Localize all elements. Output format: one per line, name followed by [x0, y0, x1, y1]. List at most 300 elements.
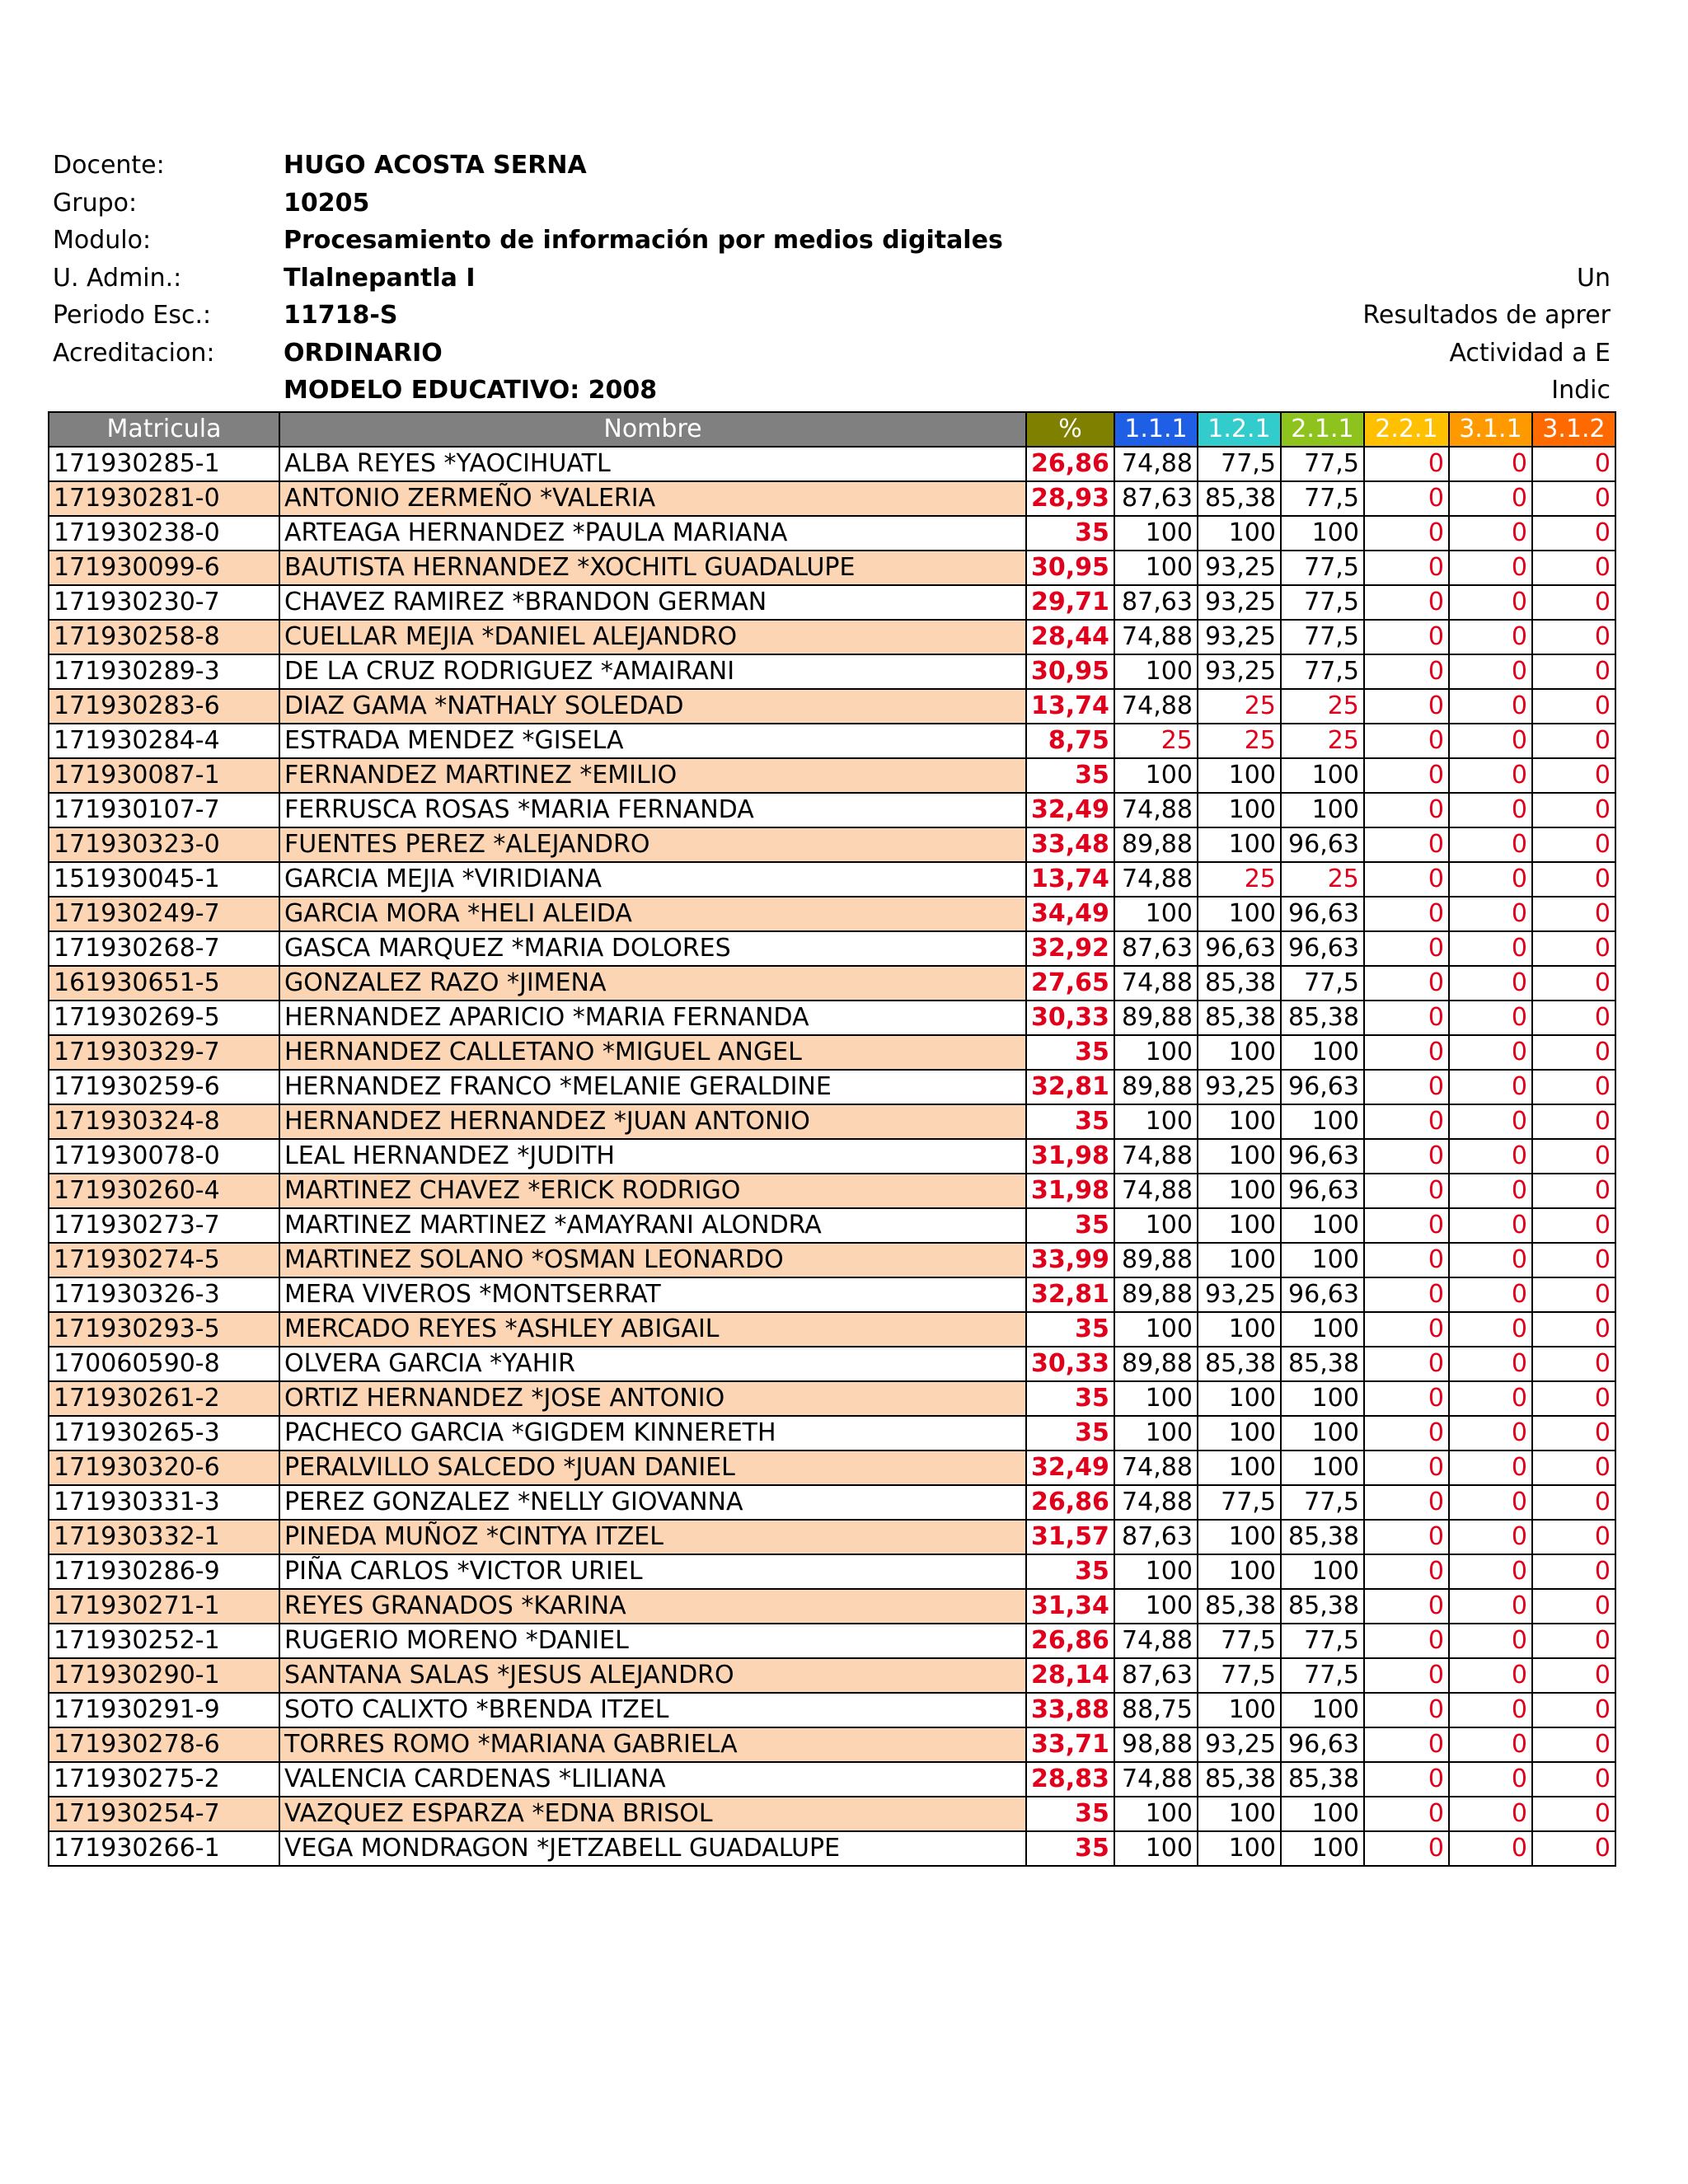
percent-cell: 29,71 — [1026, 585, 1114, 620]
grade-3-1-2-cell: 0 — [1532, 654, 1615, 689]
grade-2-2-1-cell: 0 — [1364, 1762, 1449, 1797]
grade-3-1-1-cell: 0 — [1449, 1520, 1532, 1554]
grade-3-1-2-cell: 0 — [1532, 1243, 1615, 1277]
nombre-cell: HERNANDEZ CALLETANO *MIGUEL ANGEL — [279, 1035, 1026, 1070]
grade-3-1-2-cell: 0 — [1532, 897, 1615, 931]
grade-1-2-1-cell: 100 — [1198, 1416, 1281, 1451]
periodo-value: 11718-S — [284, 301, 398, 330]
grade-2-2-1-cell: 0 — [1364, 931, 1449, 966]
grade-1-1-1-cell: 74,88 — [1114, 862, 1198, 897]
nombre-cell: FUENTES PEREZ *ALEJANDRO — [279, 827, 1026, 862]
matricula-cell: 171930087-1 — [49, 758, 279, 793]
table-row — [49, 1693, 1615, 1727]
percent-cell: 30,33 — [1026, 1001, 1114, 1035]
grade-2-1-1-cell: 77,5 — [1281, 966, 1364, 1001]
grade-3-1-1-cell: 0 — [1449, 1658, 1532, 1693]
table-row — [49, 1727, 1615, 1762]
grade-1-2-1-cell: 93,25 — [1198, 1070, 1281, 1104]
nombre-cell: CHAVEZ RAMIREZ *BRANDON GERMAN — [279, 585, 1026, 620]
grade-2-1-1-cell: 96,63 — [1281, 897, 1364, 931]
grade-2-1-1-cell: 77,5 — [1281, 1658, 1364, 1693]
grade-2-1-1-cell: 77,5 — [1281, 447, 1364, 481]
right-text-3: Actividad a E — [1449, 338, 1611, 368]
col-nombre-header: Nombre — [279, 412, 1026, 447]
matricula-cell: 161930651-5 — [49, 966, 279, 1001]
acreditacion-value: ORDINARIO — [284, 338, 443, 368]
table-row — [49, 1070, 1615, 1104]
grade-1-2-1-cell: 100 — [1198, 1243, 1281, 1277]
grade-1-2-1-cell: 100 — [1198, 1035, 1281, 1070]
table-row — [49, 1312, 1615, 1347]
grade-3-1-1-cell: 0 — [1449, 1554, 1532, 1589]
grade-3-1-1-cell: 0 — [1449, 827, 1532, 862]
grade-3-1-1-cell: 0 — [1449, 447, 1532, 481]
matricula-cell: 151930045-1 — [49, 862, 279, 897]
grade-1-1-1-cell: 100 — [1114, 551, 1198, 585]
col-1-1-1-header: 1.1.1 — [1114, 412, 1198, 447]
percent-cell: 31,34 — [1026, 1589, 1114, 1624]
percent-cell: 35 — [1026, 516, 1114, 551]
nombre-cell: GARCIA MORA *HELI ALEIDA — [279, 897, 1026, 931]
grade-3-1-2-cell: 0 — [1532, 827, 1615, 862]
matricula-cell: 171930258-8 — [49, 620, 279, 654]
percent-cell: 34,49 — [1026, 897, 1114, 931]
percent-cell: 35 — [1026, 1312, 1114, 1347]
grade-2-2-1-cell: 0 — [1364, 1485, 1449, 1520]
grade-3-1-2-cell: 0 — [1532, 1624, 1615, 1658]
grade-2-1-1-cell: 77,5 — [1281, 1485, 1364, 1520]
grade-1-1-1-cell: 87,63 — [1114, 1520, 1198, 1554]
grade-2-2-1-cell: 0 — [1364, 724, 1449, 758]
grade-2-1-1-cell: 100 — [1281, 1381, 1364, 1416]
grade-3-1-2-cell: 0 — [1532, 1347, 1615, 1381]
grade-3-1-1-cell: 0 — [1449, 1624, 1532, 1658]
percent-cell: 13,74 — [1026, 689, 1114, 724]
grade-2-1-1-cell: 96,63 — [1281, 1277, 1364, 1312]
grade-1-1-1-cell: 89,88 — [1114, 827, 1198, 862]
table-row — [49, 1001, 1615, 1035]
grade-3-1-2-cell: 0 — [1532, 1693, 1615, 1727]
table-row — [49, 1485, 1615, 1520]
table-row — [49, 447, 1615, 481]
col-matricula-header: Matricula — [49, 412, 279, 447]
grade-2-2-1-cell: 0 — [1364, 1658, 1449, 1693]
table-row — [49, 931, 1615, 966]
grade-1-2-1-cell: 85,38 — [1198, 966, 1281, 1001]
periodo-label: Periodo Esc.: — [53, 301, 212, 330]
col-2-1-1-header: 2.1.1 — [1281, 412, 1364, 447]
grade-3-1-1-cell: 0 — [1449, 1693, 1532, 1727]
matricula-cell: 171930266-1 — [49, 1831, 279, 1866]
grade-2-1-1-cell: 96,63 — [1281, 1070, 1364, 1104]
grade-1-2-1-cell: 100 — [1198, 1797, 1281, 1831]
grade-3-1-2-cell: 0 — [1532, 1797, 1615, 1831]
grade-1-1-1-cell: 74,88 — [1114, 1139, 1198, 1174]
grade-3-1-2-cell: 0 — [1532, 1485, 1615, 1520]
grade-1-1-1-cell: 87,63 — [1114, 931, 1198, 966]
grade-1-2-1-cell: 100 — [1198, 1104, 1281, 1139]
percent-cell: 35 — [1026, 1831, 1114, 1866]
grade-2-2-1-cell: 0 — [1364, 1693, 1449, 1727]
docente-row — [53, 147, 1611, 185]
grade-2-1-1-cell: 100 — [1281, 1831, 1364, 1866]
table-row — [49, 1624, 1615, 1658]
grade-3-1-2-cell: 0 — [1532, 1451, 1615, 1485]
nombre-cell: PINEDA MUÑOZ *CINTYA ITZEL — [279, 1520, 1026, 1554]
grade-2-1-1-cell: 100 — [1281, 1208, 1364, 1243]
grade-2-2-1-cell: 0 — [1364, 1070, 1449, 1104]
grade-3-1-1-cell: 0 — [1449, 793, 1532, 827]
nombre-cell: PERALVILLO SALCEDO *JUAN DANIEL — [279, 1451, 1026, 1485]
grade-2-2-1-cell: 0 — [1364, 447, 1449, 481]
grade-2-2-1-cell: 0 — [1364, 1347, 1449, 1381]
grade-2-1-1-cell: 25 — [1281, 689, 1364, 724]
grade-3-1-2-cell: 0 — [1532, 1416, 1615, 1451]
grade-3-1-1-cell: 0 — [1449, 897, 1532, 931]
nombre-cell: ORTIZ HERNANDEZ *JOSE ANTONIO — [279, 1381, 1026, 1416]
grade-2-2-1-cell: 0 — [1364, 1520, 1449, 1554]
nombre-cell: OLVERA GARCIA *YAHIR — [279, 1347, 1026, 1381]
grade-3-1-1-cell: 0 — [1449, 1589, 1532, 1624]
nombre-cell: GARCIA MEJIA *VIRIDIANA — [279, 862, 1026, 897]
acreditacion-row — [53, 335, 1611, 373]
percent-cell: 28,83 — [1026, 1762, 1114, 1797]
grade-2-2-1-cell: 0 — [1364, 1139, 1449, 1174]
nombre-cell: ESTRADA MENDEZ *GISELA — [279, 724, 1026, 758]
grade-3-1-2-cell: 0 — [1532, 1312, 1615, 1347]
matricula-cell: 171930291-9 — [49, 1693, 279, 1727]
grade-1-1-1-cell: 87,63 — [1114, 1658, 1198, 1693]
grade-3-1-2-cell: 0 — [1532, 1001, 1615, 1035]
grupo-row — [53, 185, 1611, 223]
grade-2-1-1-cell: 100 — [1281, 1554, 1364, 1589]
grade-1-1-1-cell: 74,88 — [1114, 1762, 1198, 1797]
nombre-cell: CUELLAR MEJIA *DANIEL ALEJANDRO — [279, 620, 1026, 654]
grade-1-1-1-cell: 100 — [1114, 758, 1198, 793]
percent-cell: 32,81 — [1026, 1277, 1114, 1312]
grade-1-2-1-cell: 100 — [1198, 1312, 1281, 1347]
grade-1-2-1-cell: 100 — [1198, 1520, 1281, 1554]
grades-table — [48, 411, 1616, 1867]
grade-2-1-1-cell: 85,38 — [1281, 1762, 1364, 1797]
grade-2-2-1-cell: 0 — [1364, 585, 1449, 620]
matricula-cell: 171930293-5 — [49, 1312, 279, 1347]
matricula-cell: 171930230-7 — [49, 585, 279, 620]
grade-2-2-1-cell: 0 — [1364, 481, 1449, 516]
percent-cell: 35 — [1026, 1797, 1114, 1831]
nombre-cell: LEAL HERNANDEZ *JUDITH — [279, 1139, 1026, 1174]
percent-cell: 26,86 — [1026, 1624, 1114, 1658]
grade-2-1-1-cell: 85,38 — [1281, 1347, 1364, 1381]
table-row — [49, 1243, 1615, 1277]
grade-1-2-1-cell: 96,63 — [1198, 931, 1281, 966]
percent-cell: 35 — [1026, 1035, 1114, 1070]
percent-cell: 33,88 — [1026, 1693, 1114, 1727]
grade-3-1-1-cell: 0 — [1449, 1485, 1532, 1520]
grade-1-1-1-cell: 100 — [1114, 897, 1198, 931]
table-row — [49, 620, 1615, 654]
table-row — [49, 758, 1615, 793]
table-row — [49, 1451, 1615, 1485]
grade-2-1-1-cell: 77,5 — [1281, 551, 1364, 585]
modelo-value: MODELO EDUCATIVO: 2008 — [284, 376, 658, 405]
grade-2-1-1-cell: 100 — [1281, 1416, 1364, 1451]
grade-1-2-1-cell: 100 — [1198, 1381, 1281, 1416]
nombre-cell: HERNANDEZ HERNANDEZ *JUAN ANTONIO — [279, 1104, 1026, 1139]
grade-1-1-1-cell: 74,88 — [1114, 1174, 1198, 1208]
grade-3-1-1-cell: 0 — [1449, 1001, 1532, 1035]
grade-3-1-1-cell: 0 — [1449, 1104, 1532, 1139]
grade-3-1-1-cell: 0 — [1449, 1035, 1532, 1070]
matricula-cell: 171930324-8 — [49, 1104, 279, 1139]
grade-1-2-1-cell: 93,25 — [1198, 551, 1281, 585]
percent-cell: 28,93 — [1026, 481, 1114, 516]
grade-2-2-1-cell: 0 — [1364, 1416, 1449, 1451]
grade-1-2-1-cell: 100 — [1198, 758, 1281, 793]
grade-3-1-1-cell: 0 — [1449, 1347, 1532, 1381]
percent-cell: 8,75 — [1026, 724, 1114, 758]
matricula-cell: 171930099-6 — [49, 551, 279, 585]
grade-1-2-1-cell: 93,25 — [1198, 620, 1281, 654]
modulo-row — [53, 222, 1611, 260]
grade-2-1-1-cell: 100 — [1281, 1104, 1364, 1139]
table-row — [49, 481, 1615, 516]
grade-3-1-2-cell: 0 — [1532, 724, 1615, 758]
grade-3-1-1-cell: 0 — [1449, 689, 1532, 724]
grade-1-2-1-cell: 100 — [1198, 516, 1281, 551]
matricula-cell: 171930275-2 — [49, 1762, 279, 1797]
grade-3-1-2-cell: 0 — [1532, 793, 1615, 827]
grade-2-1-1-cell: 96,63 — [1281, 931, 1364, 966]
nombre-cell: MARTINEZ CHAVEZ *ERICK RODRIGO — [279, 1174, 1026, 1208]
table-row — [49, 1381, 1615, 1416]
col-3-1-1-header: 3.1.1 — [1449, 412, 1532, 447]
uadmin-value: Tlalnepantla I — [284, 263, 476, 293]
grade-1-2-1-cell: 100 — [1198, 1174, 1281, 1208]
grade-2-1-1-cell: 100 — [1281, 1243, 1364, 1277]
percent-cell: 35 — [1026, 1104, 1114, 1139]
grade-1-2-1-cell: 85,38 — [1198, 1001, 1281, 1035]
table-row — [49, 1520, 1615, 1554]
grade-3-1-1-cell: 0 — [1449, 585, 1532, 620]
grade-3-1-2-cell: 0 — [1532, 931, 1615, 966]
grade-3-1-1-cell: 0 — [1449, 1139, 1532, 1174]
grade-2-1-1-cell: 77,5 — [1281, 620, 1364, 654]
matricula-cell: 171930265-3 — [49, 1416, 279, 1451]
nombre-cell: PEREZ GONZALEZ *NELLY GIOVANNA — [279, 1485, 1026, 1520]
grade-1-1-1-cell: 100 — [1114, 1831, 1198, 1866]
matricula-cell: 171930289-3 — [49, 654, 279, 689]
grade-2-2-1-cell: 0 — [1364, 516, 1449, 551]
nombre-cell: MERCADO REYES *ASHLEY ABIGAIL — [279, 1312, 1026, 1347]
percent-cell: 13,74 — [1026, 862, 1114, 897]
nombre-cell: SANTANA SALAS *JESUS ALEJANDRO — [279, 1658, 1026, 1693]
grade-2-2-1-cell: 0 — [1364, 1554, 1449, 1589]
grade-1-2-1-cell: 25 — [1198, 862, 1281, 897]
nombre-cell: MARTINEZ MARTINEZ *AMAYRANI ALONDRA — [279, 1208, 1026, 1243]
grade-2-1-1-cell: 96,63 — [1281, 1139, 1364, 1174]
grade-2-1-1-cell: 25 — [1281, 724, 1364, 758]
grade-2-2-1-cell: 0 — [1364, 1243, 1449, 1277]
grade-3-1-2-cell: 0 — [1532, 1381, 1615, 1416]
grade-2-2-1-cell: 0 — [1364, 1035, 1449, 1070]
matricula-cell: 171930271-1 — [49, 1589, 279, 1624]
grade-1-2-1-cell: 100 — [1198, 1208, 1281, 1243]
grade-2-2-1-cell: 0 — [1364, 654, 1449, 689]
grade-2-1-1-cell: 96,63 — [1281, 827, 1364, 862]
percent-cell: 33,99 — [1026, 1243, 1114, 1277]
matricula-cell: 170060590-8 — [49, 1347, 279, 1381]
nombre-cell: TORRES ROMO *MARIANA GABRIELA — [279, 1727, 1026, 1762]
nombre-cell: PACHECO GARCIA *GIGDEM KINNERETH — [279, 1416, 1026, 1451]
grade-1-1-1-cell: 87,63 — [1114, 481, 1198, 516]
grade-1-1-1-cell: 100 — [1114, 1381, 1198, 1416]
table-row — [49, 1035, 1615, 1070]
grade-3-1-2-cell: 0 — [1532, 862, 1615, 897]
grade-1-2-1-cell: 93,25 — [1198, 1277, 1281, 1312]
matricula-cell: 171930332-1 — [49, 1520, 279, 1554]
grade-1-1-1-cell: 100 — [1114, 516, 1198, 551]
uadmin-label: U. Admin.: — [53, 263, 182, 293]
grade-3-1-2-cell: 0 — [1532, 1070, 1615, 1104]
grade-1-2-1-cell: 100 — [1198, 1831, 1281, 1866]
grade-2-2-1-cell: 0 — [1364, 897, 1449, 931]
grade-2-2-1-cell: 0 — [1364, 1104, 1449, 1139]
grade-2-1-1-cell: 25 — [1281, 862, 1364, 897]
grade-3-1-2-cell: 0 — [1532, 551, 1615, 585]
nombre-cell: GASCA MARQUEZ *MARIA DOLORES — [279, 931, 1026, 966]
percent-cell: 30,33 — [1026, 1347, 1114, 1381]
percent-cell: 35 — [1026, 1208, 1114, 1243]
nombre-cell: SOTO CALIXTO *BRENDA ITZEL — [279, 1693, 1026, 1727]
matricula-cell: 171930320-6 — [49, 1451, 279, 1485]
matricula-cell: 171930249-7 — [49, 897, 279, 931]
table-row — [49, 654, 1615, 689]
table-row — [49, 1554, 1615, 1589]
header-row — [49, 412, 1615, 447]
grade-2-2-1-cell: 0 — [1364, 1624, 1449, 1658]
matricula-cell: 171930078-0 — [49, 1139, 279, 1174]
grade-1-1-1-cell: 89,88 — [1114, 1347, 1198, 1381]
grade-1-1-1-cell: 74,88 — [1114, 966, 1198, 1001]
grade-3-1-1-cell: 0 — [1449, 516, 1532, 551]
grade-3-1-1-cell: 0 — [1449, 724, 1532, 758]
nombre-cell: HERNANDEZ APARICIO *MARIA FERNANDA — [279, 1001, 1026, 1035]
grade-2-2-1-cell: 0 — [1364, 1451, 1449, 1485]
grade-3-1-2-cell: 0 — [1532, 1035, 1615, 1070]
nombre-cell: VALENCIA CARDENAS *LILIANA — [279, 1762, 1026, 1797]
nombre-cell: GONZALEZ RAZO *JIMENA — [279, 966, 1026, 1001]
matricula-cell: 171930326-3 — [49, 1277, 279, 1312]
grade-3-1-2-cell: 0 — [1532, 516, 1615, 551]
grade-1-2-1-cell: 25 — [1198, 724, 1281, 758]
table-row — [49, 1347, 1615, 1381]
percent-cell: 32,49 — [1026, 1451, 1114, 1485]
grade-3-1-2-cell: 0 — [1532, 585, 1615, 620]
percent-cell: 35 — [1026, 758, 1114, 793]
grade-2-1-1-cell: 77,5 — [1281, 1624, 1364, 1658]
table-row — [49, 827, 1615, 862]
grade-2-2-1-cell: 0 — [1364, 793, 1449, 827]
grupo-label: Grupo: — [53, 188, 138, 218]
percent-cell: 31,98 — [1026, 1174, 1114, 1208]
grade-1-1-1-cell: 74,88 — [1114, 447, 1198, 481]
grade-1-2-1-cell: 77,5 — [1198, 1624, 1281, 1658]
grade-1-1-1-cell: 89,88 — [1114, 1001, 1198, 1035]
grade-1-1-1-cell: 74,88 — [1114, 620, 1198, 654]
nombre-cell: FERNANDEZ MARTINEZ *EMILIO — [279, 758, 1026, 793]
grade-3-1-1-cell: 0 — [1449, 966, 1532, 1001]
matricula-cell: 171930268-7 — [49, 931, 279, 966]
percent-cell: 30,95 — [1026, 551, 1114, 585]
matricula-cell: 171930323-0 — [49, 827, 279, 862]
grade-1-1-1-cell: 88,75 — [1114, 1693, 1198, 1727]
nombre-cell: ANTONIO ZERMEÑO *VALERIA — [279, 481, 1026, 516]
nombre-cell: ALBA REYES *YAOCIHUATL — [279, 447, 1026, 481]
right-text-1: Un — [1577, 263, 1611, 293]
nombre-cell: BAUTISTA HERNANDEZ *XOCHITL GUADALUPE — [279, 551, 1026, 585]
grade-2-1-1-cell: 100 — [1281, 1312, 1364, 1347]
grade-1-1-1-cell: 25 — [1114, 724, 1198, 758]
grade-3-1-2-cell: 0 — [1532, 758, 1615, 793]
grade-1-2-1-cell: 93,25 — [1198, 1727, 1281, 1762]
grade-2-1-1-cell: 77,5 — [1281, 585, 1364, 620]
nombre-cell: PIÑA CARLOS *VICTOR URIEL — [279, 1554, 1026, 1589]
grade-2-2-1-cell: 0 — [1364, 1381, 1449, 1416]
grade-2-1-1-cell: 85,38 — [1281, 1001, 1364, 1035]
percent-cell: 35 — [1026, 1416, 1114, 1451]
table-row — [49, 724, 1615, 758]
grupo-value: 10205 — [284, 188, 370, 218]
acreditacion-label: Acreditacion: — [53, 338, 215, 368]
grade-2-2-1-cell: 0 — [1364, 1797, 1449, 1831]
grades-body — [49, 447, 1615, 1866]
table-row — [49, 516, 1615, 551]
percent-cell: 26,86 — [1026, 1485, 1114, 1520]
grade-1-1-1-cell: 74,88 — [1114, 1485, 1198, 1520]
table-row — [49, 1589, 1615, 1624]
grade-2-2-1-cell: 0 — [1364, 966, 1449, 1001]
grade-3-1-1-cell: 0 — [1449, 1727, 1532, 1762]
grade-1-1-1-cell: 100 — [1114, 1416, 1198, 1451]
nombre-cell: DIAZ GAMA *NATHALY SOLEDAD — [279, 689, 1026, 724]
matricula-cell: 171930254-7 — [49, 1797, 279, 1831]
grade-1-2-1-cell: 85,38 — [1198, 1589, 1281, 1624]
grade-3-1-2-cell: 0 — [1532, 1554, 1615, 1589]
percent-cell: 32,81 — [1026, 1070, 1114, 1104]
grade-3-1-2-cell: 0 — [1532, 689, 1615, 724]
nombre-cell: DE LA CRUZ RODRIGUEZ *AMAIRANI — [279, 654, 1026, 689]
grade-1-1-1-cell: 100 — [1114, 1208, 1198, 1243]
table-row — [49, 1277, 1615, 1312]
grade-2-1-1-cell: 100 — [1281, 1035, 1364, 1070]
table-row — [49, 1174, 1615, 1208]
table-row — [49, 1139, 1615, 1174]
col-percent-header: % — [1026, 412, 1114, 447]
grade-1-1-1-cell: 74,88 — [1114, 793, 1198, 827]
percent-cell: 30,95 — [1026, 654, 1114, 689]
grade-3-1-2-cell: 0 — [1532, 1589, 1615, 1624]
modulo-label: Modulo: — [53, 226, 152, 255]
table-row — [49, 1762, 1615, 1797]
grade-2-2-1-cell: 0 — [1364, 1208, 1449, 1243]
table-row — [49, 897, 1615, 931]
grade-2-1-1-cell: 96,63 — [1281, 1727, 1364, 1762]
grade-1-1-1-cell: 98,88 — [1114, 1727, 1198, 1762]
matricula-cell: 171930286-9 — [49, 1554, 279, 1589]
grade-3-1-1-cell: 0 — [1449, 1243, 1532, 1277]
grade-1-1-1-cell: 100 — [1114, 654, 1198, 689]
